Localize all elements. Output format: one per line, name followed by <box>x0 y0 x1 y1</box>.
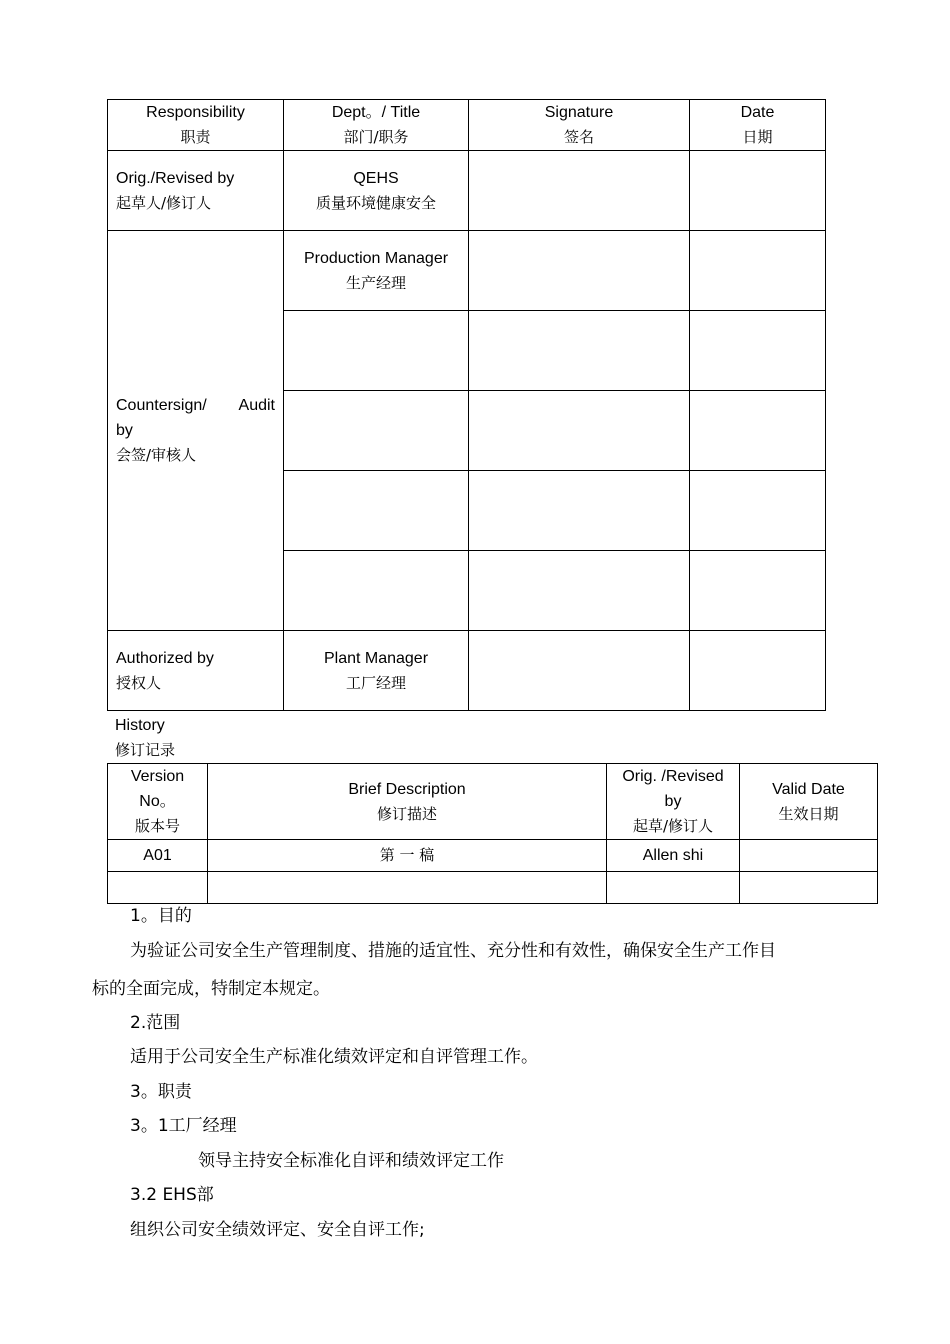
history-empty-cell <box>740 872 878 904</box>
orig-signature-cell <box>469 151 690 231</box>
orig-dept-zh: 质量环境健康安全 <box>315 193 436 212</box>
history-header-description <box>208 764 607 840</box>
header-date <box>690 100 826 151</box>
history-row-author <box>607 840 740 872</box>
countersign-date-cell <box>690 231 826 311</box>
history-row-author-text: Allen shi <box>642 847 704 864</box>
history-empty-cell <box>208 872 607 904</box>
header-signature-en: Signature <box>544 104 614 121</box>
history-version-en-1: Version <box>130 768 185 785</box>
history-label-zh: 修订记录 <box>115 741 176 759</box>
countersign-row-1 <box>108 231 826 311</box>
section-3-1-text: 领导主持安全标准化自评和绩效评定工作 <box>198 1151 504 1171</box>
history-orig-en-2: by <box>664 793 682 810</box>
history-row-version <box>108 840 208 872</box>
history-row <box>108 840 878 872</box>
header-dept-zh: 部门/职务 <box>343 128 409 146</box>
authorized-role-cell <box>108 631 284 711</box>
blank-dept-cell <box>284 311 469 391</box>
authorized-dept-cell <box>284 631 469 711</box>
history-label <box>115 714 175 762</box>
section-1-text-line-2: 标的全面完成，特制定本规定。 <box>92 979 330 999</box>
authorized-role-en: Authorized by <box>116 649 214 667</box>
history-label-en: History <box>115 717 165 734</box>
history-header-version <box>108 764 208 840</box>
countersign-role-cell <box>108 231 284 631</box>
header-responsibility-en: Responsibility <box>146 104 245 121</box>
history-version-en-2: No。 <box>139 793 176 810</box>
section-3-1-title: 3。1工厂经理 <box>130 1116 237 1136</box>
blank-dept-cell <box>284 551 469 631</box>
orig-role-en: Orig./Revised by <box>116 169 235 187</box>
section-1-title: 1。目的 <box>130 906 192 926</box>
approval-header-row <box>108 100 826 151</box>
countersign-role-zh: 会签/审核人 <box>116 446 197 464</box>
section-1-text-line-1: 为验证公司安全生产管理制度、措施的适宜性、充分性和有效性，确保安全生产工作目 <box>130 941 776 961</box>
countersign-dept-en: Production Manager <box>303 250 449 267</box>
orig-role-zh: 起草人/修订人 <box>116 193 212 212</box>
approval-table <box>107 99 826 711</box>
history-header-author <box>607 764 740 840</box>
blank-signature-cell <box>469 311 690 391</box>
history-header-row <box>108 764 878 840</box>
countersign-signature-cell <box>469 231 690 311</box>
blank-signature-cell <box>469 471 690 551</box>
blank-date-cell <box>690 471 826 551</box>
countersign-role-en-1: Countersign/ <box>116 397 207 414</box>
countersign-role-en-3: by <box>116 422 133 439</box>
section-3-title: 3。职责 <box>130 1082 192 1102</box>
countersign-role-en-line <box>116 393 283 418</box>
section-2-title: 2.范围 <box>130 1013 181 1033</box>
history-version-zh: 版本号 <box>134 817 180 835</box>
blank-signature-cell <box>469 551 690 631</box>
history-empty-row <box>108 872 878 904</box>
history-header-valid-date <box>740 764 878 840</box>
blank-dept-cell <box>284 471 469 551</box>
header-date-en: Date <box>740 104 775 121</box>
orig-dept-cell <box>284 151 469 231</box>
history-empty-cell <box>607 872 740 904</box>
blank-dept-cell <box>284 391 469 471</box>
section-3-2-text: 组织公司安全绩效评定、安全自评工作; <box>130 1220 425 1240</box>
countersign-role-en-2: Audit <box>238 397 275 414</box>
header-date-zh: 日期 <box>742 128 773 146</box>
history-row-description <box>208 840 607 872</box>
section-3-2-title: 3.2 EHS部 <box>130 1185 214 1205</box>
orig-date-cell <box>690 151 826 231</box>
section-2-text: 适用于公司安全生产标准化绩效评定和自评管理工作。 <box>130 1047 538 1067</box>
authorized-row <box>108 631 826 711</box>
orig-dept-en: QEHS <box>353 169 399 187</box>
authorized-role-zh: 授权人 <box>116 673 162 692</box>
header-signature-zh: 签名 <box>563 128 594 146</box>
history-row-version-text: A01 <box>143 847 172 864</box>
blank-date-cell <box>690 391 826 471</box>
history-row-description-text: 第 一 稿 <box>379 846 435 864</box>
header-responsibility <box>108 100 284 151</box>
history-orig-en-1: Orig. /Revised <box>622 768 724 785</box>
countersign-dept-cell <box>284 231 469 311</box>
history-valid-en: Valid Date <box>772 780 845 798</box>
blank-date-cell <box>690 551 826 631</box>
history-orig-zh: 起草/修订人 <box>632 817 714 835</box>
history-row-valid-date <box>740 840 878 872</box>
orig-row <box>108 151 826 231</box>
header-dept <box>284 100 469 151</box>
history-valid-zh: 生效日期 <box>778 804 839 823</box>
history-empty-cell <box>108 872 208 904</box>
authorized-dept-zh: 工厂经理 <box>345 673 406 692</box>
header-dept-en: Dept。/ Title <box>331 104 421 121</box>
history-desc-zh: 修订描述 <box>376 804 437 823</box>
authorized-dept-en: Plant Manager <box>323 649 429 667</box>
countersign-dept-zh: 生产经理 <box>345 274 406 292</box>
authorized-signature-cell <box>469 631 690 711</box>
blank-signature-cell <box>469 391 690 471</box>
header-signature <box>469 100 690 151</box>
history-table <box>107 763 878 904</box>
header-responsibility-zh: 职责 <box>180 128 211 146</box>
authorized-date-cell <box>690 631 826 711</box>
history-desc-en: Brief Description <box>348 780 466 798</box>
orig-role-cell <box>108 151 284 231</box>
blank-date-cell <box>690 311 826 391</box>
